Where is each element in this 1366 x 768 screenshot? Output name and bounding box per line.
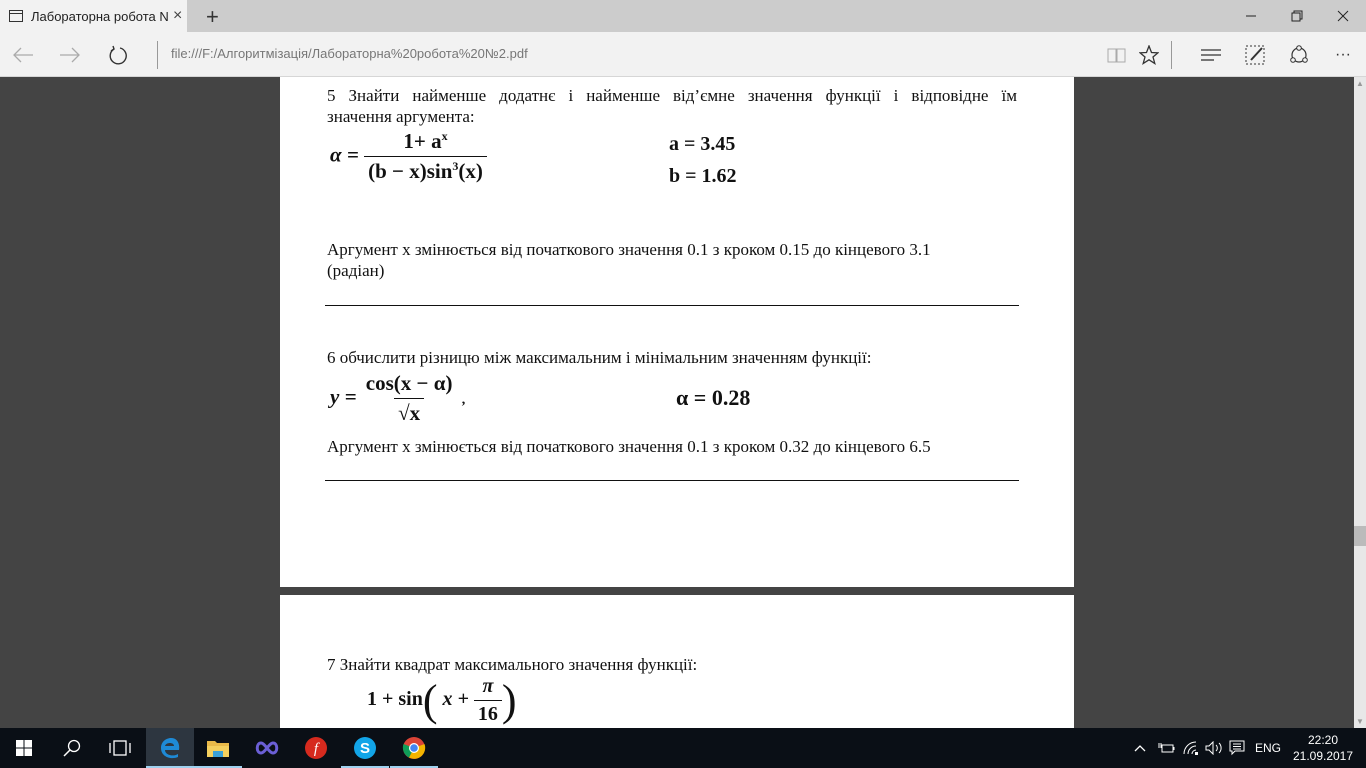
svg-text:S: S	[359, 740, 371, 757]
close-window-button[interactable]	[1320, 0, 1366, 32]
forward-arrow-icon	[59, 47, 81, 63]
task5-text: 5 Знайти найменше додатнє і найменше від’ємне значення функції і відповідне їм	[327, 86, 1017, 105]
tab-title: Лабораторна робота N	[31, 8, 169, 24]
new-tab-button[interactable]: +	[206, 4, 219, 29]
task5-formula	[330, 129, 487, 184]
battery-button[interactable]	[1157, 728, 1175, 768]
forward-button[interactable]	[55, 40, 85, 70]
separator-line	[325, 305, 1019, 306]
title-bar	[0, 0, 1366, 32]
task5-text-2: значення аргумента:	[327, 107, 475, 126]
taskbar-skype[interactable]	[341, 728, 389, 768]
search-icon	[63, 739, 81, 757]
browser-tab[interactable]	[0, 0, 187, 32]
search-button[interactable]	[48, 728, 96, 768]
task5-argument-text-2: (радіан)	[327, 261, 385, 280]
taskbar-flash[interactable]	[292, 728, 340, 768]
web-note-button[interactable]	[1240, 40, 1270, 70]
hub-button[interactable]	[1196, 40, 1226, 70]
time: 22:20	[1307, 733, 1339, 747]
chevron-up-icon	[1134, 744, 1146, 752]
taskbar-file-explorer[interactable]	[194, 728, 242, 768]
param-b: b = 1.62	[669, 165, 737, 187]
task7-text: 7 Знайти квадрат максимального значення функції:	[327, 655, 698, 674]
param-a: a = 3.45	[669, 133, 736, 155]
svg-text:f: f	[313, 741, 319, 757]
task7-formula: 1 + sin( x + $\frac{\pi}{16}$ )	[367, 675, 517, 725]
task6-argument-text: Аргумент x змінюється від початкового значення 0.1 з кроком 0.32 до кінцевого 6.5	[327, 437, 931, 456]
close-icon	[1337, 10, 1349, 22]
taskbar-edge[interactable]	[146, 728, 194, 768]
param-alpha: α = 0.28	[676, 385, 751, 410]
refresh-button[interactable]	[103, 40, 133, 70]
formula-lhs: y =	[330, 384, 357, 409]
address-bar[interactable]: file:///F:/Алгоритмізація/Лабораторна%20робота%20№2.pdf	[171, 46, 528, 61]
fraction: $\frac{1+ a^x}{(b - x)\sin^3(x)}$	[364, 129, 487, 184]
taskbar	[0, 728, 1366, 768]
infinity-app-icon	[254, 741, 280, 755]
minimize-icon	[1245, 10, 1257, 22]
formula-lhs: α =	[330, 142, 359, 167]
more-button[interactable]: ···	[1335, 46, 1351, 63]
back-button[interactable]	[8, 40, 38, 70]
fraction: $\frac{\pi}{16}$	[474, 675, 502, 726]
volume-icon	[1205, 741, 1223, 755]
date: 21.09.2017	[1292, 749, 1354, 763]
clock[interactable]	[1290, 732, 1356, 764]
notifications-icon	[1229, 740, 1245, 756]
network-button[interactable]	[1183, 728, 1199, 768]
minimize-button[interactable]	[1228, 0, 1274, 32]
reading-view-button[interactable]	[1102, 40, 1132, 70]
divider	[157, 41, 158, 69]
scroll-down-icon[interactable]: ▼	[1356, 717, 1364, 726]
file-explorer-icon	[206, 738, 230, 758]
battery-charging-icon	[1157, 742, 1175, 754]
task-view-button[interactable]	[96, 728, 144, 768]
task6-formula: y = $\frac{\cos(x - \alpha)}{√x}$ ,	[330, 371, 466, 425]
task5-argument-text: Аргумент x змінюється від початкового значення 0.1 з кроком 0.15 до кінцевого 3.1	[327, 240, 931, 259]
pdf-page	[280, 595, 1074, 728]
vertical-scrollbar[interactable]	[1354, 77, 1366, 728]
language-indicator[interactable]: ENG	[1255, 741, 1282, 755]
restore-button[interactable]	[1274, 0, 1320, 32]
share-button[interactable]	[1284, 40, 1314, 70]
edge-icon	[159, 737, 181, 759]
flash-icon	[304, 736, 328, 760]
chrome-icon	[402, 736, 426, 760]
taskbar-chrome[interactable]	[390, 728, 438, 768]
favorite-star-icon	[1139, 45, 1159, 65]
skype-icon	[353, 736, 377, 760]
taskbar-infinity-app[interactable]	[243, 728, 291, 768]
separator-line	[325, 480, 1019, 481]
action-center-button[interactable]	[1229, 728, 1245, 768]
share-icon	[1289, 45, 1309, 65]
navigation-bar	[0, 32, 1366, 77]
show-hidden-icons-button[interactable]	[1134, 728, 1146, 768]
pdf-viewer[interactable]	[0, 77, 1366, 728]
scroll-thumb[interactable]	[1354, 526, 1366, 546]
start-button[interactable]	[0, 728, 48, 768]
reading-view-icon	[1107, 47, 1127, 63]
fraction: $\frac{\cos(x - \alpha)}{√x}$	[365, 371, 453, 425]
volume-button[interactable]	[1205, 728, 1223, 768]
task-view-icon	[109, 740, 131, 756]
tab-close-button[interactable]: ×	[173, 7, 183, 24]
refresh-icon	[108, 45, 128, 65]
divider	[1171, 41, 1172, 69]
favorite-button[interactable]	[1134, 40, 1164, 70]
start-icon	[16, 740, 32, 756]
restore-icon	[1291, 10, 1303, 22]
hub-icon	[1200, 48, 1222, 62]
page-icon	[9, 10, 23, 22]
pdf-page	[280, 77, 1074, 587]
web-note-icon	[1245, 45, 1265, 65]
task6-text: 6 обчислити різницю між максимальним і мінімальним значенням функції:	[327, 348, 872, 367]
scroll-up-icon[interactable]: ▲	[1356, 79, 1364, 88]
back-arrow-icon	[12, 47, 34, 63]
wifi-icon	[1183, 741, 1199, 755]
